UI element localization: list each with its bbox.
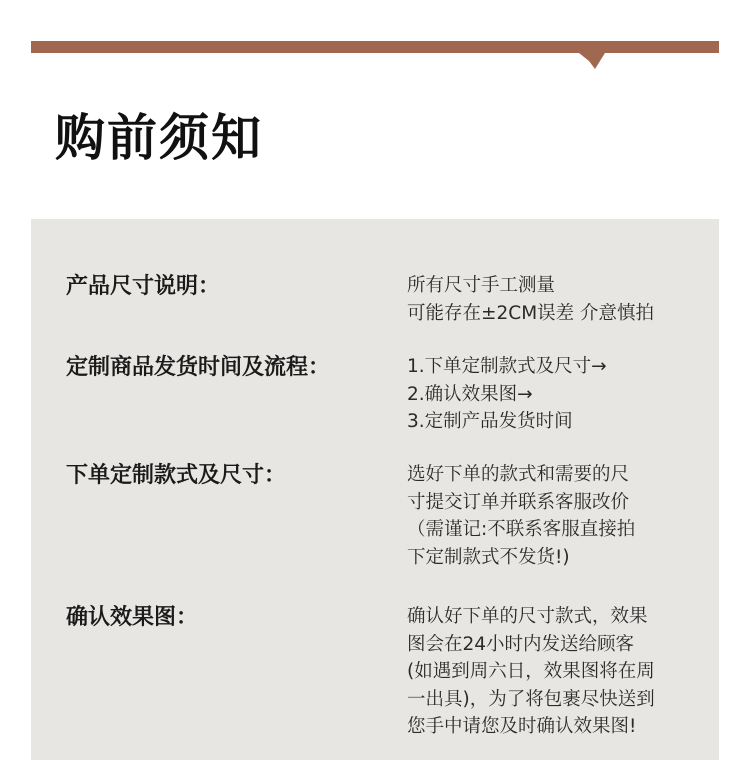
row-text-line: （需谨记:不联系客服直接拍 [407,519,636,540]
row-text-line: (如遇到周六日，效果图将在周 [407,661,655,682]
row-text-line: 寸提交订单并联系客服改价 [407,491,630,513]
row-label: 下单定制款式及尺寸： [66,463,287,488]
row-text-line: 您手中请您及时确认效果图! [407,716,637,737]
row-text-line: 可能存在±2CM误差 介意慎拍 [407,302,655,324]
row-text-line: 2.确认效果图→ [407,383,533,405]
row-text-line: 确认好下单的尺寸款式，效果 [407,606,648,627]
header-decor-bar-left [31,41,579,53]
info-panel [31,219,719,760]
row-text-line: 3.定制产品发货时间 [407,411,573,432]
row-text [407,272,707,327]
header-decor-bar-right [602,41,719,53]
row-text [407,461,707,571]
row-text-line: 图会在24小时内发送给顾客 [407,633,635,655]
row-label: 定制商品发货时间及流程： [66,355,331,380]
row-text-line: 选好下单的款式和需要的尺 [407,464,630,485]
row-label: 产品尺寸说明： [66,274,221,299]
row-label: 确认效果图： [66,605,199,630]
page-title: 购前须知 [55,109,263,167]
row-text-line: 一出具)，为了将包裹尽快送到 [407,688,655,710]
row-text-line: 1.下单定制款式及尺寸→ [407,356,607,377]
row-text-line: 下定制款式不发货!) [407,546,570,568]
row-text-line: 所有尺寸手工测量 [407,275,556,296]
row-text [407,603,707,741]
row-text [407,353,707,436]
header-decor-chevron [575,41,605,69]
